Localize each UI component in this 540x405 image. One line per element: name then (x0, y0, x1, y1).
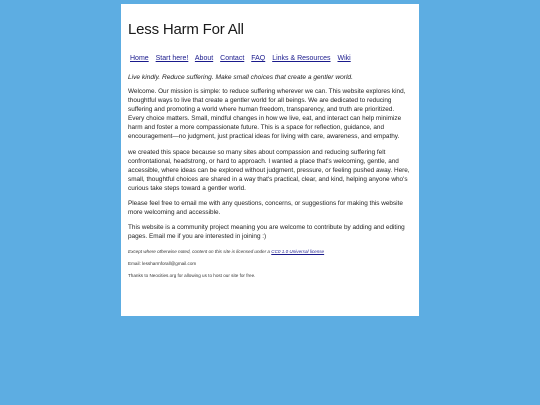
nav-link-links-resources[interactable]: Links & Resources (272, 55, 331, 62)
nav-link-faq[interactable]: FAQ (251, 55, 266, 62)
email-request-paragraph: Please feel free to email me with any questions, concerns, or suggestions for making this website more welcoming and accessible. (128, 200, 403, 217)
intro-paragraph: Welcome. Our mission is simple: to reduce suffering wherever we can. This website explores kind, thoughtful ways to live that create a gentler world for all beings. We are dedicated to reducing suffering and promoting a world where human freedom, transparency, and truth are prioritized. Every choice matters. Small, mindful changes in how we live, eat, and interact can help minimize harm and foster a more compassionate future. This is a space for reflection, guidance, and encouragement—no judgment, just practical ideas for living with care, awareness, and empathy. (128, 88, 406, 141)
license-link[interactable]: CC0 1.0 Universal license (271, 249, 325, 255)
nav-link-about[interactable]: About (194, 55, 214, 62)
tagline: Live kindly. Reduce suffering. Make small choices that create a gentler world. (128, 74, 353, 81)
nav-link-wiki[interactable]: Wiki (337, 55, 351, 62)
nav-link-home[interactable]: Home (130, 55, 149, 62)
nav-link-contact[interactable]: Contact (220, 55, 245, 62)
hosting-thanks: Thanks to Neocities.org for allowing us to host our site for free. (128, 273, 256, 279)
nav-link-start-here[interactable]: Start here! (155, 55, 189, 62)
contact-email: Email: lessharmforall@gmail.com (128, 261, 197, 267)
license-text: Except where otherwise noted, content on this site is licensed under a (128, 249, 272, 255)
community-paragraph: This website is a community project meaning you are welcome to contribute by adding and editing pages. Email me if you are interested in joining :) (128, 224, 405, 241)
site-title: Less Harm For All (128, 21, 244, 38)
license-notice (128, 249, 412, 255)
page-container (121, 4, 419, 316)
nav-bar (128, 54, 412, 63)
why-paragraph: we created this space because so many sites about compassion and reducing suffering felt confrontational, headstrong, or hard to approach. I wanted a place that's welcoming, gentle, and accessible, where ideas can be explored without judgment, pressure, or feeling pushed away. Here, small, thoughtful choices are shared in a way that's practical, clear, and kind, helping anyone who's curious take steps toward a gentler world. (128, 148, 410, 192)
